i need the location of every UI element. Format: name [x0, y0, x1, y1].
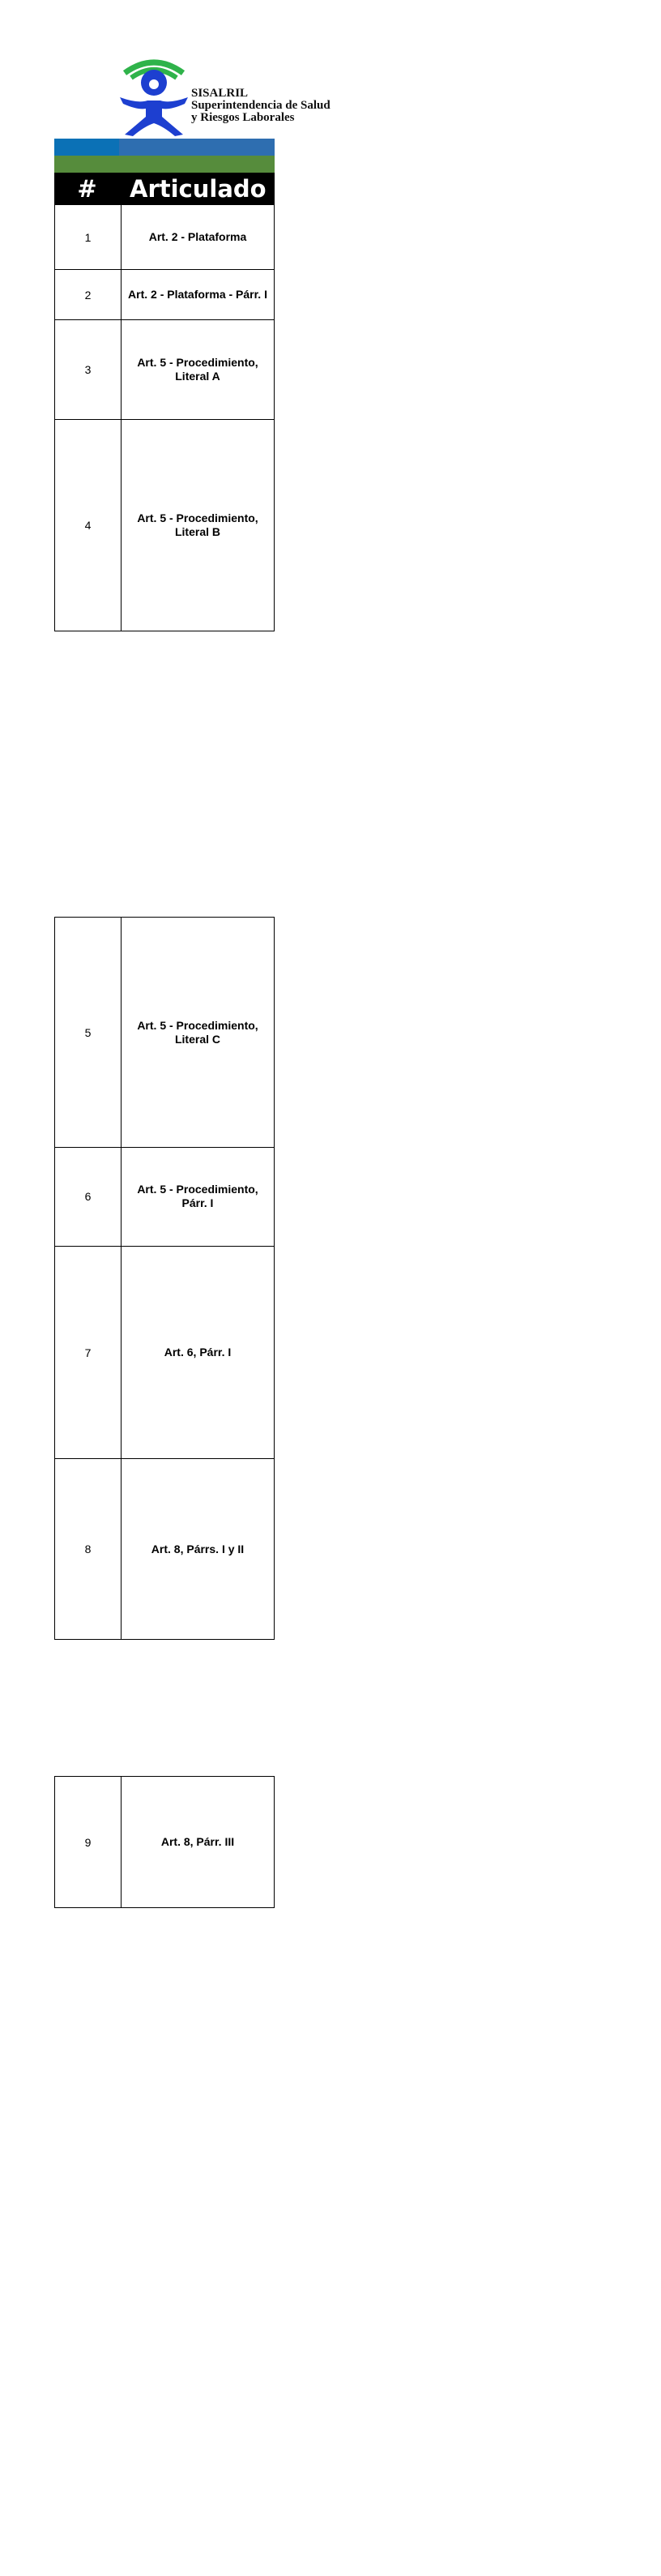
table-row: [54, 1247, 275, 1459]
row-articulado: Art. 6, Párr. I: [164, 1346, 232, 1359]
row-number: 7: [55, 1247, 122, 1458]
logo-wordmark: [191, 87, 330, 124]
row-number: 2: [55, 270, 122, 319]
logo-line-3: y Riesgos Laborales: [191, 111, 295, 124]
row-articulado: Art. 5 - Procedimiento, Literal A: [137, 356, 258, 383]
row-number: 6: [55, 1147, 122, 1246]
logo-line-1: SISALRIL: [191, 87, 249, 100]
row-number: 9: [55, 1777, 122, 1907]
header-articulado: Articulado: [130, 175, 267, 203]
sisalril-logo: [113, 55, 330, 138]
logo-line-2: Superintendencia de Salud: [191, 99, 330, 112]
row-articulado: Art. 8, Párrs. I y II: [151, 1542, 245, 1555]
row-number: 4: [55, 420, 122, 631]
blue-banner-bar: [54, 139, 275, 156]
table-row: [54, 270, 275, 320]
row-articulado: Art. 5 - Procedimiento, Literal B: [137, 511, 258, 538]
table-row: [54, 917, 275, 1148]
row-number: 3: [55, 320, 122, 419]
table-row: [54, 420, 275, 631]
table-row: [54, 205, 275, 270]
table-row: [54, 1776, 275, 1908]
row-articulado: Art. 2 - Plataforma: [148, 230, 247, 243]
row-number: 8: [55, 1459, 122, 1639]
row-number: 5: [55, 918, 122, 1147]
table-row: [54, 1459, 275, 1640]
row-articulado: Art. 5 - Procedimiento, Literal C: [137, 1018, 258, 1046]
header-number: #: [77, 175, 97, 203]
green-banner-bar: [54, 156, 275, 173]
table-header: [54, 173, 275, 205]
row-articulado: Art. 5 - Procedimiento, Párr. I: [137, 1183, 258, 1209]
row-articulado: Art. 8, Párr. III: [160, 1835, 235, 1848]
blue-banner-segment: [54, 139, 119, 156]
table-row: [54, 320, 275, 420]
person-eye-icon: [113, 55, 194, 138]
table-row: [54, 1147, 275, 1247]
row-number: 1: [55, 205, 122, 269]
row-articulado: Art. 2 - Plataforma - Párr. I: [128, 288, 267, 301]
